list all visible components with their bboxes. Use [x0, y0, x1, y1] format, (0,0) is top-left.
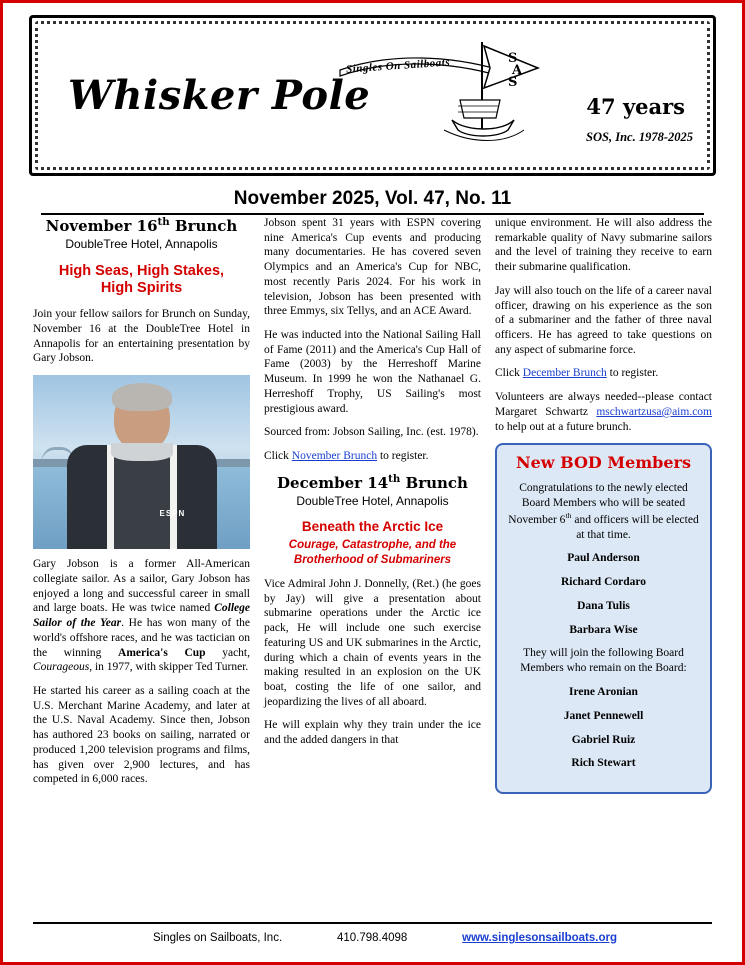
register-post-text: to register.: [377, 450, 429, 463]
bio-part-g: , in 1977, with skipper Ted Turner.: [89, 661, 249, 674]
december-brunch-heading-tail: Brunch: [400, 473, 468, 492]
bod-box-title: [507, 453, 700, 473]
volunteers-paragraph: [495, 390, 712, 434]
november-brunch-heading: [33, 216, 250, 236]
jobson-espn-paragraph: Jobson spent 31 years with ESPN covering nine America's Cup events and producing many documentaries. He has covered seven Olympics and an America's Cup for NBC, most recently Paris 2024. For his work in television, Jobson has been presented with three Emmys, six Tellys, and an ACE Award.: [264, 217, 481, 318]
december-brunch-link[interactable]: December Brunch: [522, 367, 607, 380]
bod-new-member: Dana Tulis: [577, 599, 630, 612]
bod-new-member: Barbara Wise: [569, 623, 638, 636]
svg-text:A: A: [512, 63, 523, 78]
november-brunch-link[interactable]: November Brunch: [291, 450, 378, 463]
burgee-logo: [332, 26, 562, 166]
bod-intro-b: and officers will be elected at that time.: [571, 513, 699, 541]
november-brunch-heading-text: November 16: [45, 217, 158, 235]
donnelly-continued-paragraph: He will explain why they train under the ice and the added dangers in that: [264, 719, 481, 747]
photo-vest-right: [177, 445, 217, 549]
burgee-wordmark: Singles On Sailboats: [345, 56, 451, 76]
bio-part-c: . He has won many of the world's offshore races, and he was tactician on the winning: [33, 617, 250, 659]
issue-line: November 2025, Vol. 47, No. 11: [41, 188, 704, 215]
november-register-line: [264, 449, 481, 464]
photo-shirt: [114, 449, 170, 549]
page-inner: [11, 11, 734, 954]
donnelly-paragraph-1: unique environment. He will also address the remarkable quality of Navy submarine sailors and the level of training they receive to earn their submarine qualification.: [495, 217, 712, 274]
bod-title-text: New BOD Members: [516, 453, 691, 473]
photo-vest-left: [67, 445, 107, 549]
new-bod-members-box: [495, 443, 712, 794]
column-1: [33, 216, 250, 902]
december-register-line: [495, 366, 712, 381]
volunteers-post: to help out at a future brunch.: [495, 420, 632, 433]
volunteer-email-link[interactable]: mschwartzusa@aim.com: [596, 405, 712, 418]
photo-collar: [111, 443, 173, 461]
footer-phone: 410.798.4098: [336, 932, 408, 944]
bio-yacht-name: Courageous: [33, 661, 90, 674]
november-intro-paragraph: Join your fellow sailors for Brunch on Sunday, November 16 at the DoubleTree Hotel in Annapolis for an entertaining presentation by Gary Jobson.: [33, 308, 250, 365]
svg-text:S: S: [508, 51, 518, 66]
bio-part-e: yacht,: [205, 646, 250, 659]
november-brunch-heading-sup: th: [157, 216, 170, 228]
article-columns: [33, 216, 712, 902]
footer-website-link[interactable]: www.singlesonsailboats.org: [462, 932, 617, 944]
newsletter-title: Whisker Pole: [68, 72, 371, 119]
anniversary-years: 47 years: [586, 94, 685, 119]
masthead: [29, 15, 716, 176]
column-3: [495, 216, 712, 902]
december-venue: DoubleTree Hotel, Annapolis: [296, 493, 449, 508]
december-brunch-heading: [264, 473, 481, 493]
december-register-post: to register.: [606, 367, 659, 380]
november-program-title: High Seas, High Stakes, High Spirits: [58, 262, 225, 296]
jobson-bio-paragraph: [33, 557, 250, 675]
register-pre-text: Click: [264, 450, 292, 463]
bod-continuing-intro: They will join the following Board Members who remain on the Board:: [520, 647, 687, 675]
november-venue: DoubleTree Hotel, Annapolis: [65, 237, 218, 252]
december-brunch-heading-text: December 14: [277, 473, 389, 492]
burgee-icon: [332, 26, 562, 166]
column-2: [264, 216, 481, 902]
december-register-pre: Click: [495, 367, 523, 380]
december-brunch-heading-sup: th: [388, 472, 401, 485]
november-brunch-heading-tail: Brunch: [169, 217, 238, 235]
bod-intro-sup: th: [565, 510, 572, 520]
jobson-halloffame-paragraph: He was inducted into the National Sailing Hall of Fame (2011) and the America's Cup Hall of Fame (2003) by the Herreshoff Marine Museum. In 1999 he won the Nathanael G. Herreshoff Trophy, US Sailing's most prestigious award.: [264, 329, 481, 415]
photo-person-hair: [112, 383, 172, 411]
bod-intro: [507, 481, 700, 543]
bio-americas-cup: America's Cup: [118, 646, 206, 659]
org-years-line: SOS, Inc. 1978-2025: [586, 130, 693, 144]
donnelly-intro-paragraph: Vice Admiral John J. Donnelly, (Ret.) (he goes by Jay) will give a presentation about submarine operations under the Arctic ice pack, He will include one such exercise featuring US and UK submarines in the Arctic, during which a chain of events years in the making resulted in an explosion on the UK boat, costing the life of one sailor, and jeopardizing the lives of all aboard.: [264, 577, 481, 708]
volunteers-pre: Volunteers are always needed--please contact Margaret Schwartz: [495, 391, 712, 418]
bod-continuing-member: Rich Stewart: [571, 757, 636, 770]
footer-org-name: Singles on Sailboats, Inc.: [153, 932, 283, 944]
bod-continuing-member: Gabriel Ruiz: [571, 733, 636, 746]
photo-espn-logo: ESPN: [159, 509, 186, 519]
bod-intro-a: Congratulations to the newly elected Board Members who will be seated November 6: [508, 481, 688, 526]
svg-text:S: S: [508, 75, 518, 90]
gary-jobson-photo: [33, 375, 250, 549]
bod-continuing-member: Janet Pennewell: [563, 709, 644, 722]
bio-award: College Sailor of the Year: [33, 602, 250, 630]
page-footer: [33, 922, 712, 944]
bio-part-a: Gary Jobson is a former All-American collegiate sailor. As a sailor, Gary Jobson has enjoyed a long and successful career in small and large boats. He was twice named: [33, 558, 250, 615]
december-program-title: Beneath the Arctic Ice: [301, 519, 444, 535]
bod-new-member: Richard Cordaro: [560, 576, 647, 589]
jobson-career-paragraph: He started his career as a sailing coach at the U.S. Merchant Marine Academy, and later at the U.S. Naval Academy. Since then, Jobson has authored 23 books on sailing, narrated or produced 1,200 television programs and films, has given over 2,900 lectures, and has competed in 6,000 races.: [33, 684, 250, 786]
bod-new-member: Paul Anderson: [567, 552, 640, 565]
december-program-subtitle: Courage, Catastrophe, and the Brotherhood of Submariners: [288, 539, 457, 566]
bod-continuing-member: Irene Aronian: [569, 686, 638, 699]
donnelly-paragraph-2: Jay will also touch on the life of a career naval officer, drawing on his experience as the son of a submariner and the father of three naval officers. He has agreed to take questions on any aspect of submarine force.: [495, 284, 712, 356]
jobson-source-paragraph: Sourced from: Jobson Sailing, Inc. (est. 1978).: [264, 426, 479, 439]
